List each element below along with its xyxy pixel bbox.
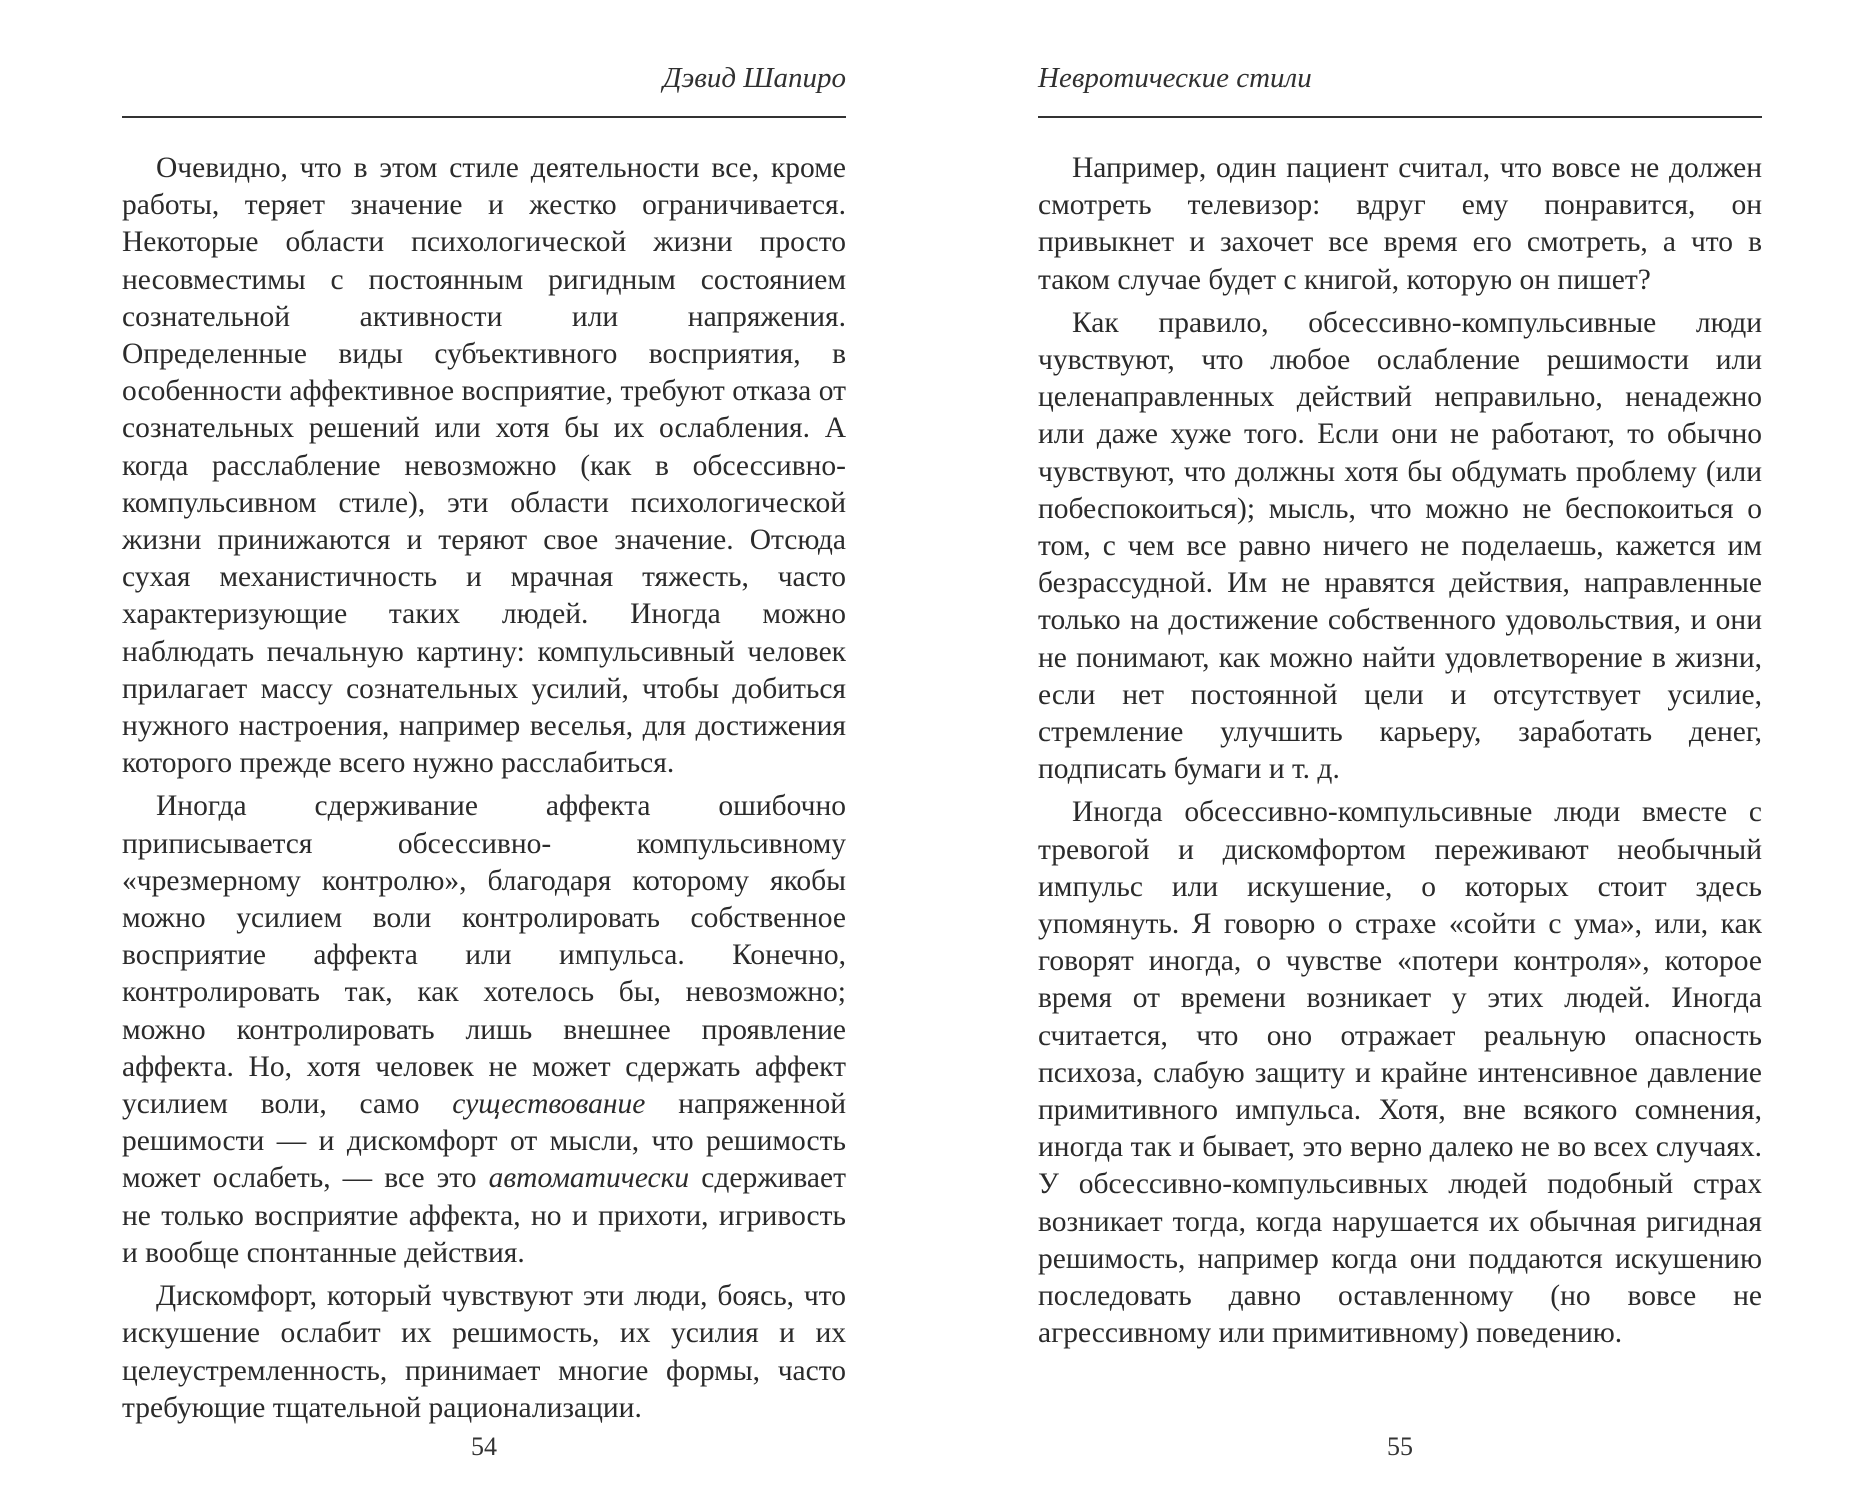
page-number: 55 — [1387, 1432, 1413, 1461]
paragraph — [122, 150, 846, 782]
running-header-title: Невротические стили — [1038, 62, 1312, 94]
text-run: Иногда сдерживание аффекта ошибочно приписывается обсессивно- компульсивному «чрезмерному контролю», благодаря которому якобы можно усилием воли контролировать собственное восприятие аффекта или импульса. Конечно, контролировать так, как хотелось бы, невозможно; можно контролировать лишь внешнее проявление аффекта. Но, хотя человек не может сдержать аффект усилием воли, само — [122, 790, 846, 1121]
left-page — [122, 0, 846, 1498]
text-run: напряженной решимости — и дискомфорт от мысли, что решимость может ослабеть, — все это — [122, 1088, 847, 1195]
page-body — [122, 150, 846, 1433]
text-run: Иногда обсессивно-компульсивные люди вместе с тревогой и дискомфортом переживают необычный импульс или искушение, о которых стоит здесь упомянуть. Я говорю о страхе «сойти с ума», или, как говорят иногда, о чувстве «потери контроля», которое время от времени возникает у этих людей. Иногда считается, что оно отражает реальную опасность психоза, слабую защиту и крайне интенсивное давление примитивного импульса. Хотя, вне всякого сомнения, иногда так и бывает, это верно далеко не во всех случаях. У обсессивно-компульсивных людей подобный страх возникает тогда, когда нарушается их обычная ригидная решимость, например когда они поддаются искушению последовать давно оставленному (но вовсе не агрессивному или примитивному) поведению. — [1038, 796, 1762, 1350]
header-rule — [1038, 116, 1762, 118]
page-number: 54 — [471, 1432, 497, 1461]
text-run: Как правило, обсессивно-компульсивные люди чувствуют, что любое ослабление решимости или целенаправленных действий неправильно, ненадежно или даже хуже того. Если они не работают, то обычно чувствуют, что должны хотя бы обдумать проблему (или побеспокоиться); мысль, что можно не беспокоиться о том, с чем все равно ничего не поделаешь, кажется им безрассудной. Им не нравятся действия, направленные только на достижение собственного удовольствия, и они не понимают, как можно найти удовлетворение в жизни, если нет постоянной цели и отсутствует усилие, стремление улучшить карьеру, заработать денег, подписать бумаги и т. д. — [1038, 306, 1762, 786]
text-run: Очевидно, что в этом стиле деятельности все, кроме работы, теряет значение и жестко ограничивается. Некоторые области психологической жизни просто несовместимы с постоянным ригидным состоянием сознательной активности или напряжения. Определенные виды субъективного восприятия, в особенности аффективное восприятие, требуют отказа от сознательных решений или хотя бы их ослабления. А когда расслабление невозможно (как в обсессивно-компульсивном стиле), эти области психологической жизни принижаются и теряют свое значение. Отсюда сухая механистичность и мрачная тяжесть, часто характеризующие таких людей. Иногда можно наблюдать печальную картину: компульсивный человек прилагает массу сознательных усилий, чтобы добиться нужного настроения, например веселья, для достижения которого прежде всего нужно расслабиться. — [122, 152, 846, 780]
paragraph — [1038, 150, 1762, 299]
page-body — [1038, 150, 1762, 1359]
header-rule — [122, 116, 846, 118]
paragraph — [122, 788, 846, 1272]
italic-text: существование — [452, 1088, 646, 1121]
paragraph — [1038, 305, 1762, 789]
text-run: Например, один пациент считал, что вовсе не должен смотреть телевизор: вдруг ему понравится, он привыкнет и захочет все время его смотреть, а что в таком случае будет с книгой, которую он пишет? — [1038, 152, 1762, 296]
paragraph — [122, 1278, 846, 1427]
right-page — [1038, 0, 1762, 1498]
text-run: сдерживает не только восприятие аффекта, но и прихоти, игривость и вообще спонтанные действия. — [122, 1162, 846, 1269]
paragraph — [1038, 794, 1762, 1352]
text-run: Дискомфорт, который чувствуют эти люди, боясь, что искушение ослабит их решимость, их усилия и их целеустремленность, принимает многие формы, часто требующие тщательной рационализации. — [122, 1280, 846, 1424]
italic-text: автоматически — [488, 1162, 690, 1195]
running-header-author: Дэвид Шапиро — [663, 62, 846, 94]
